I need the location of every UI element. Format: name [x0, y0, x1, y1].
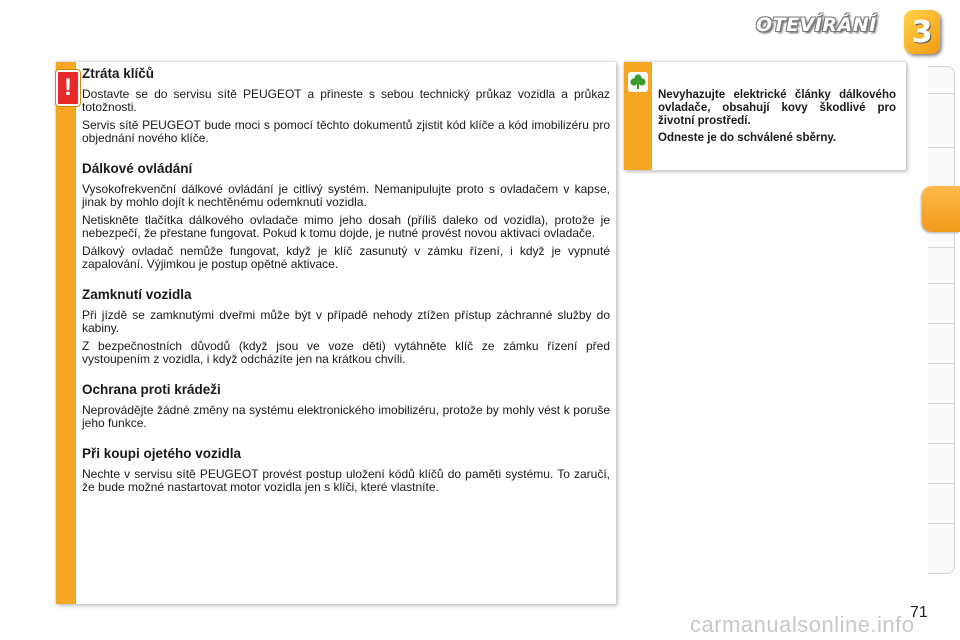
paragraph: Nevyhazujte elektrické články dálkového ovladače, obsahují kovy škodlivé pro životní prostředí.	[658, 89, 896, 127]
paragraph: Netiskněte tlačítka dálkového ovladače mimo jeho dosah (příliš daleko od vozidla), protože je nebezpečí, že přestane fungovat. Pokud k tomu dojde, je nutné provést novou aktivaci ovladače.	[82, 213, 610, 240]
paragraph: Dálkový ovladač nemůže fungovat, když je klíč zasunutý v zámku řízení, i když je vypnuté zapalování. Výjimkou je postup opětné aktivace.	[82, 244, 610, 271]
panel-accent-bar	[624, 62, 652, 170]
paragraph: Odneste je do schválené sběrny.	[658, 132, 837, 144]
paragraph: Z bezpečnostních důvodů (když jsou ve voze děti) vytáhněte klíč ze zámku řízení před vystoupením z vozidla, i když odcházíte jen na krátkou chvíli.	[82, 339, 610, 366]
section-lost-keys	[82, 66, 610, 145]
tab-divider	[928, 483, 954, 484]
section-heading: Ztráta klíčů	[82, 66, 155, 81]
section-heading: Ochrana proti krádeži	[82, 382, 221, 397]
tab-divider	[928, 247, 954, 248]
tab-divider	[928, 93, 954, 94]
main-content	[82, 66, 610, 510]
tab-divider	[928, 443, 954, 444]
panel-accent-bar	[56, 62, 76, 604]
paragraph: Servis sítě PEUGEOT bude moci s pomocí těchto dokumentů zjistit kód klíče a kód imobilizéru pro objednání nového klíče.	[82, 118, 610, 145]
section-used-vehicle	[82, 446, 610, 494]
paragraph: Vysokofrekvenční dálkové ovládání je citlivý systém. Nemanipulujte proto s ovladačem v kapse, jinak by mohlo dojít k nechtěnému odemknutí vozidla.	[82, 182, 610, 209]
section-remote-control	[82, 161, 610, 271]
section-heading: Dálkové ovládání	[82, 161, 193, 176]
watermark: carmanualsonline.info	[690, 612, 915, 637]
chapter-tab-active[interactable]	[922, 186, 960, 232]
paragraph: Neprovádějte žádné změny na systému elektronického imobilizéru, protože by mohly vést k poruše jeho funkce.	[82, 403, 610, 430]
eco-info-panel	[624, 62, 906, 170]
section-locking-vehicle	[82, 287, 610, 366]
tab-divider	[928, 323, 954, 324]
chapter-title: OTEVÍRÁNÍ	[756, 14, 877, 36]
chapter-tab-strip	[928, 66, 955, 574]
page-number: 71	[910, 604, 928, 621]
leaf-icon	[628, 72, 648, 92]
chapter-number-badge: 3	[904, 10, 940, 54]
section-anti-theft	[82, 382, 610, 430]
tab-divider	[928, 523, 954, 524]
paragraph: Dostavte se do servisu sítě PEUGEOT a přineste s sebou technický průkaz vozidla a průkaz totožnosti.	[82, 87, 610, 114]
section-heading: Při koupi ojetého vozidla	[82, 446, 242, 461]
tab-divider	[928, 283, 954, 284]
eco-text	[658, 89, 896, 149]
section-heading: Zamknutí vozidla	[82, 287, 192, 302]
tab-divider	[928, 403, 954, 404]
warning-icon: !	[56, 70, 80, 106]
tab-divider	[928, 147, 954, 148]
paragraph: Nechte v servisu sítě PEUGEOT provést postup uložení kódů klíčů do paměti systému. To zaručí, že bude možné nastartovat motor vozidla jen s klíči, které vlastníte.	[82, 467, 610, 494]
paragraph: Při jízdě se zamknutými dveřmi může být v případě nehody ztížen přístup záchranné služby do kabiny.	[82, 308, 610, 335]
tab-divider	[928, 363, 954, 364]
